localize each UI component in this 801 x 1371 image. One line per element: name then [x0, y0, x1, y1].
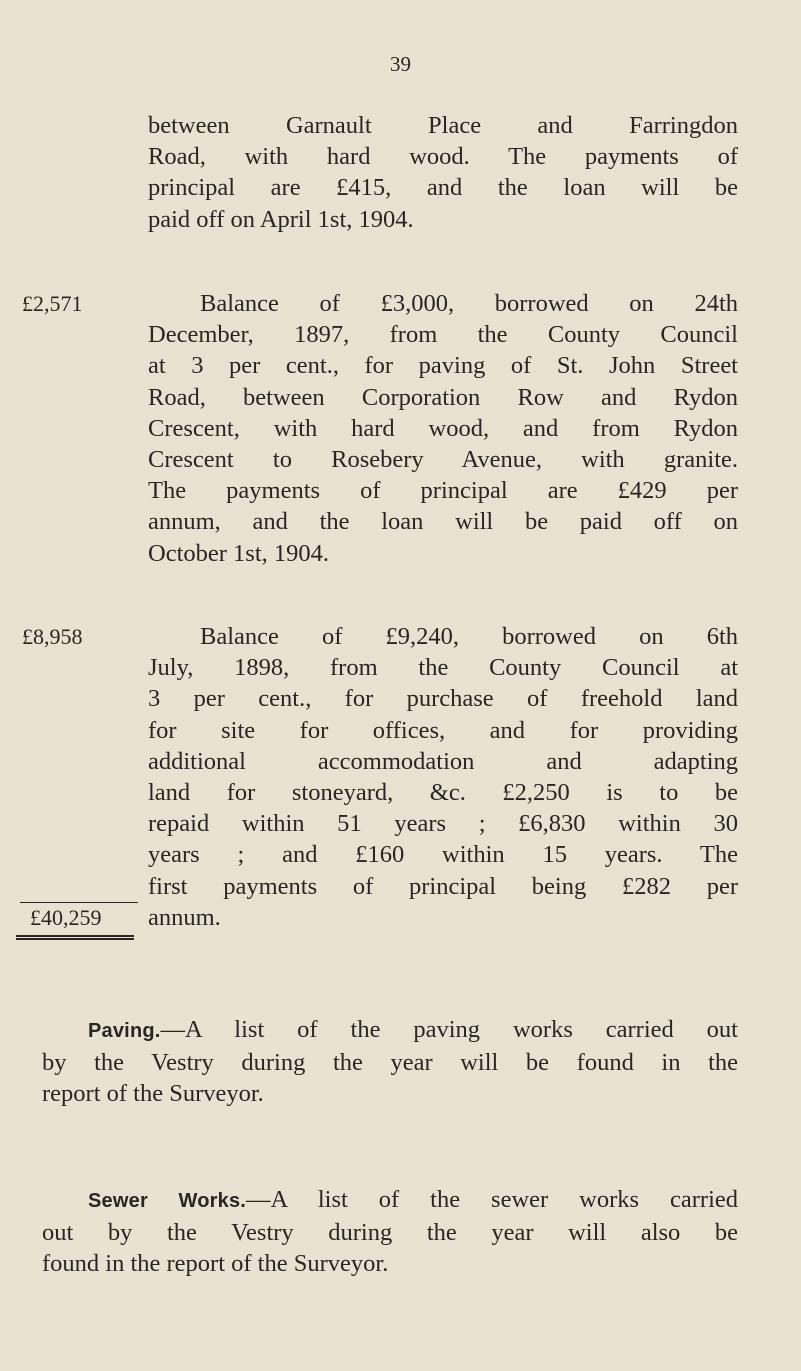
- text-line: repaid within 51 years ; £6,830 within 30: [148, 810, 738, 838]
- text-line: found in the report of the Surveyor.: [42, 1250, 389, 1278]
- text-line: at 3 per cent., for paving of St. John Street: [148, 352, 738, 380]
- total-rule-top: [20, 902, 138, 903]
- sewer-works-paragraph: [42, 1184, 738, 1280]
- loan-amount: £8,958: [22, 624, 83, 649]
- text-line: The payments of principal are £429 per: [148, 477, 738, 505]
- text-line: for site for offices, and for providing: [148, 716, 738, 744]
- paving-text: —A list of the paving works carried out: [160, 1016, 738, 1043]
- text-line: first payments of principal being £282 per: [148, 872, 738, 900]
- text-line: report of the Surveyor.: [42, 1080, 264, 1108]
- text-line: principal are £415, and the loan will be: [148, 174, 738, 202]
- loan-entry-st-john-street: [148, 288, 738, 569]
- loan-entry-freehold-land: [148, 621, 738, 933]
- text-line: Road, between Corporation Row and Rydon: [148, 383, 738, 411]
- text-line: annum, and the loan will be paid off on: [148, 508, 738, 536]
- loan-entry-garnault: [148, 110, 738, 235]
- text-line: out by the Vestry during the year will also be: [42, 1219, 738, 1247]
- text-line: 3 per cent., for purchase of freehold land: [148, 685, 738, 713]
- text-line: December, 1897, from the County Council: [148, 321, 738, 349]
- sewer-works-text: —A list of the sewer works carried: [246, 1186, 739, 1213]
- paving-heading: Paving.: [88, 1020, 161, 1042]
- text-line: years ; and £160 within 15 years. The: [148, 841, 738, 869]
- text-line: Balance of £9,240, borrowed on 6th: [200, 623, 738, 650]
- text-line: annum.: [148, 903, 221, 931]
- sewer-works-heading: Sewer Works.: [88, 1190, 247, 1212]
- text-line: by the Vestry during the year will be found in the: [42, 1049, 738, 1077]
- page-number: 39: [390, 52, 411, 76]
- loan-total: £40,259: [30, 905, 102, 930]
- text-line: Balance of £3,000, borrowed on 24th: [200, 290, 738, 317]
- text-line: Crescent to Rosebery Avenue, with granite.: [148, 446, 738, 474]
- paving-paragraph: [42, 1014, 738, 1110]
- text-line: paid off on April 1st, 1904.: [148, 205, 414, 233]
- text-line: land for stoneyard, &c. £2,250 is to be: [148, 779, 738, 807]
- text-line: additional accommodation and adapting: [148, 747, 738, 775]
- text-line: October 1st, 1904.: [148, 539, 329, 567]
- text-line: July, 1898, from the County Council at: [148, 654, 738, 682]
- text-line: Road, with hard wood. The payments of: [148, 143, 738, 171]
- loan-amount: £2,571: [22, 291, 83, 316]
- text-line: [42, 1014, 738, 1047]
- text-line: Crescent, with hard wood, and from Rydon: [148, 414, 738, 442]
- text-line: between Garnault Place and Farringdon: [148, 112, 738, 139]
- text-line: [42, 1184, 738, 1217]
- total-double-rule: [16, 935, 134, 940]
